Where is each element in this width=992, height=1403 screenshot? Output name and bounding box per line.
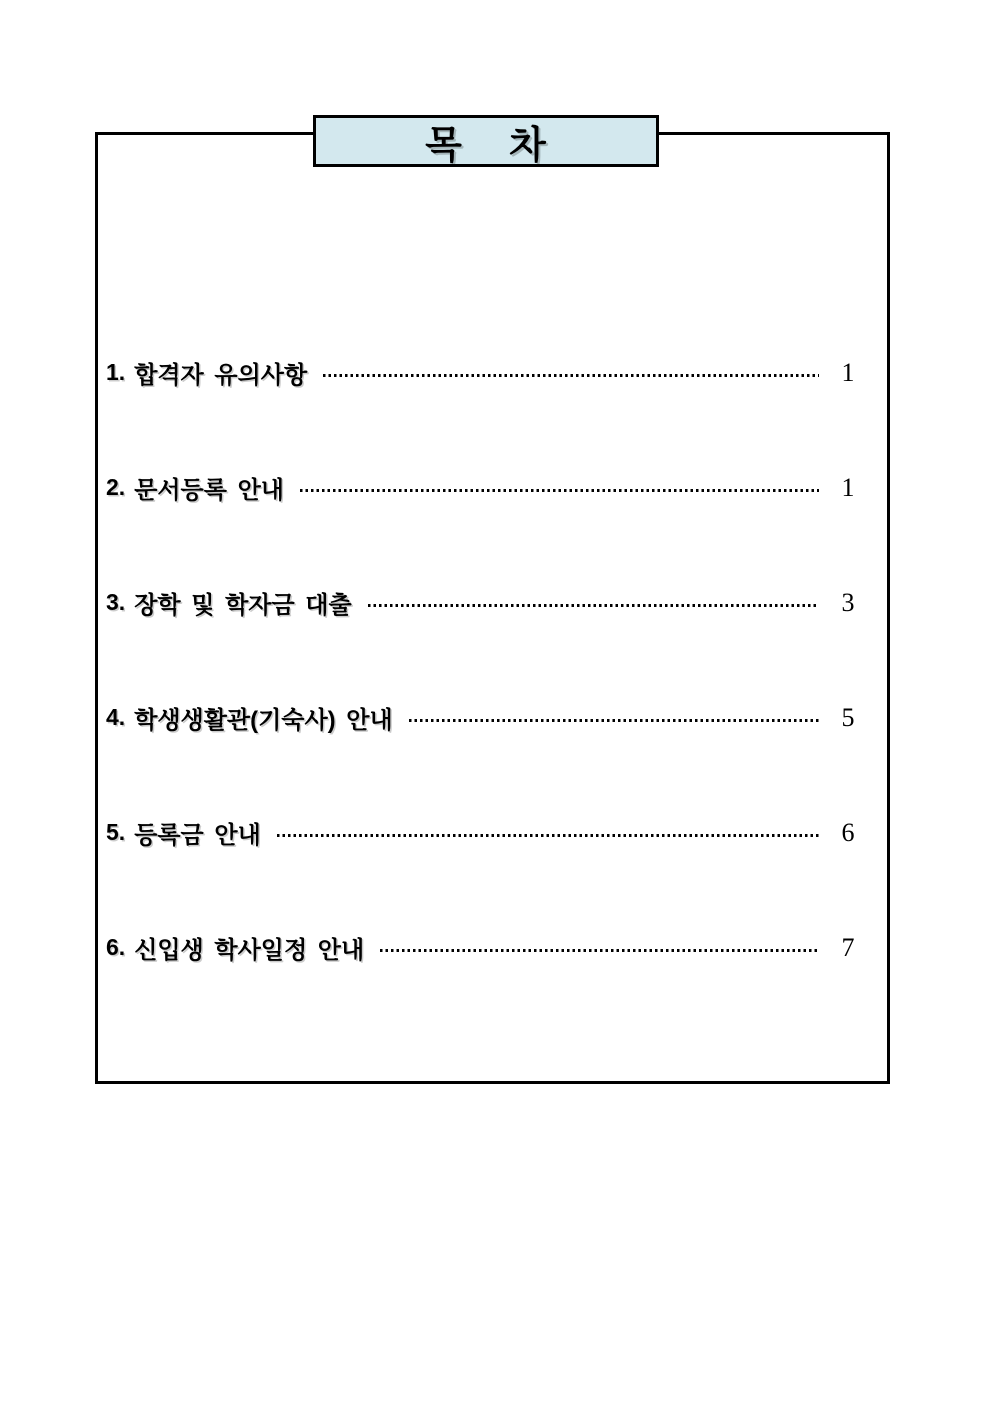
dot-leader — [323, 374, 819, 377]
toc-entry-label: 학생생활관(기숙사) 안내 — [134, 707, 393, 734]
toc-entry-label: 신입생 학사일정 안내 — [134, 937, 365, 964]
toc-title-box — [313, 115, 659, 167]
toc-entry-number: 3. — [106, 589, 126, 615]
toc-entry — [98, 660, 887, 775]
dot-leader — [368, 604, 819, 607]
toc-list — [98, 135, 887, 1005]
toc-entry — [98, 315, 887, 430]
toc-entry-page-number: 5 — [841, 702, 855, 732]
dot-leader — [277, 834, 819, 837]
toc-entry-page-number: 7 — [841, 932, 855, 962]
toc-entry — [98, 890, 887, 1005]
toc-entry-number: 2. — [106, 474, 126, 500]
dot-leader — [300, 489, 819, 492]
toc-box — [95, 124, 890, 1084]
toc-entry-number: 5. — [106, 819, 126, 845]
toc-entry-number: 1. — [106, 359, 126, 385]
page-title: 목 차 — [425, 124, 547, 167]
toc-entry — [98, 430, 887, 545]
dot-leader — [409, 719, 819, 722]
dot-leader — [380, 949, 819, 952]
toc-entry-page-number: 3 — [841, 587, 855, 617]
toc-entry-label: 문서등록 안내 — [134, 477, 284, 504]
toc-entry-label: 등록금 안내 — [134, 822, 261, 849]
toc-entry-page-number: 1 — [841, 472, 855, 502]
toc-entry — [98, 545, 887, 660]
toc-entry-page-number: 6 — [841, 817, 855, 847]
toc-entry-number: 6. — [106, 934, 126, 960]
toc-entry — [98, 775, 887, 890]
toc-entry-label: 합격자 유의사항 — [134, 362, 308, 389]
toc-entry-label: 장학 및 학자금 대출 — [134, 592, 352, 619]
toc-entry-page-number: 1 — [841, 357, 855, 387]
toc-entry-number: 4. — [106, 704, 126, 730]
